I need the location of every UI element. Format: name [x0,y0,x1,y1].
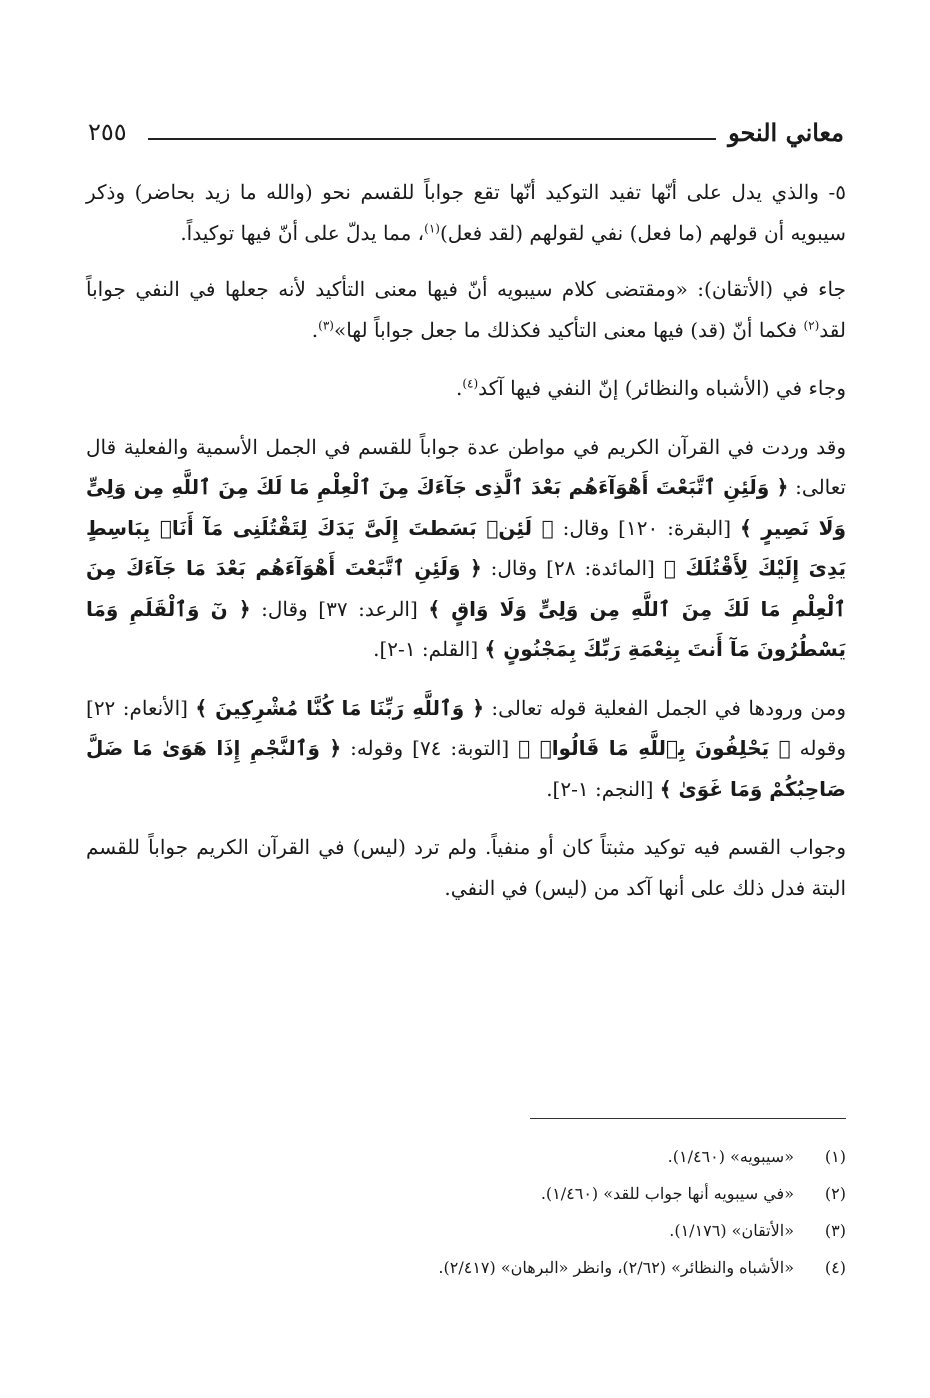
paragraph-text: وقد وردت في القرآن الكريم في مواطن عدة جواباً للقسم في الجمل الأسمية والفعلية قال تعالى: [86,434,846,499]
paragraph-verbal [86,688,846,810]
footnote-text: «في سيبويه أنها جواب للقد» (١/٤٦٠). [540,1184,794,1203]
paragraph-text: وجاء في (الأشباه والنظائر) إنّ النفي فيها آكد [478,376,846,400]
page-number: ٢٥٥ [88,118,127,146]
footnote-ref: (٢) [803,317,820,332]
paragraph-text: ، مما يدلّ على أنّ فيها توكيداً. [180,220,425,245]
paragraph-2 [86,269,846,350]
verse-reference: [النجم: ١-٢]. [546,776,660,801]
paragraph-closing: وجواب القسم فيه توكيد مثبتاً كان أو منفياً. ولم ترد (ليس) في القرآن الكريم جواباً للقسم البتة فدل ذلك على أنها آكد من (ليس) في النفي. [86,835,846,900]
footnote-number: (٢) [824,1184,846,1203]
paragraph-1 [86,172,846,253]
quran-verse: ﴿ وَلَئِنِ ٱتَّبَعْتَ أَهْوَآءَهُم بَعْدَ مَا جَآءَكَ مِنَ ٱلْعِلْمِ مَا لَكَ مِنَ ٱللَّهِ مِن وَلِىٍّ وَلَا وَاقٍ ﴾ [86,556,846,621]
footnote-ref: (١) [424,220,440,235]
paragraph-text: . [311,317,319,342]
footnote-number: (١) [824,1147,846,1166]
quran-verse: ﴿ لَئِنۢ بَسَطتَ إِلَىَّ يَدَكَ لِتَقْتُلَنِى مَآ أَنَا۠ بِبَاسِطٍ يَدِىَ إِلَيْكَ لِأَقْتُلَكَ ﴾ [86,515,847,580]
quran-verse: ﴿ وَلَئِنِ ٱتَّبَعْتَ أَهْوَآءَهُم بَعْدَ ٱلَّذِى جَآءَكَ مِنَ ٱلْعِلْمِ مَا لَكَ مِنَ ٱللَّهِ مِن وَلِىٍّ وَلَا نَصِيرٍ ﴾ [86,475,846,540]
paragraph-text: ومن ورودها في الجمل الفعلية قوله تعالى: [483,695,846,720]
footnote-ref: (٣) [318,317,334,332]
footnote-item [86,1212,846,1249]
page-body [86,172,846,926]
running-title: معاني النحو [728,118,844,147]
footnote-item [86,1138,846,1175]
verse-reference: [الرعد: ٣٧] وقال: [250,596,429,621]
paragraph-text: . [455,376,463,400]
header-rule [148,138,716,140]
footnote-ref: (٤) [462,376,479,391]
paragraph-verses [86,427,846,670]
footnote-item [86,1175,846,1212]
footnote-text: «الأتقان» (١/١٧٦). [669,1221,794,1240]
verse-reference: [القلم: ١-٢]. [373,637,485,661]
page-header [88,118,844,158]
quran-verse: ﴿ وَٱللَّهِ رَبِّنَا مَا كُنَّا مُشْرِكِينَ ﴾ [195,695,484,720]
verse-reference: [التوبة: ٧٤] وقوله: [341,736,519,760]
paragraph-text: فكما أنّ (قد) فيها معنى التأكيد فكذلك ما جعل جواباً لها» [333,317,804,342]
verse-reference: [الأنعام: ٢٢] وقوله [86,695,846,760]
quran-verse: ﴿ نٓ وَٱلْقَلَمِ وَمَا يَسْطُرُونَ مَآ أَنتَ بِنِعْمَةِ رَبِّكَ بِمَجْنُونٍ ﴾ [86,596,846,661]
quran-verse: ﴿ يَحْلِفُونَ بِٱللَّهِ مَا قَالُوا۟ ﴾ [518,736,791,760]
footnote-text: «الأشباه والنظائر» (٢/٦٢)، وانظر «البرهان» (٢/٤١٧). [438,1258,794,1277]
footnote-number: (٣) [824,1221,846,1240]
quran-verse: ﴿ وَٱلنَّجْمِ إِذَا هَوَىٰ مَا ضَلَّ صَاحِبُكُمْ وَمَا غَوَىٰ ﴾ [86,736,846,801]
verse-reference: [المائدة: ٢٨] وقال: [481,556,664,580]
footnote-text: «سيبويه» (١/٤٦٠). [667,1147,794,1166]
verse-reference: [البقرة: ١٢٠] وقال: [553,515,740,540]
footnotes [86,1138,846,1286]
paragraph-text: ٥- والذي يدل على أنّها تفيد التوكيد أنّها تقع جواباً للقسم نحو (والله ما زيد بحاضر) وذكر سيبويه أن قولهم (ما فعل) نفي لقولهم (لقد فعل) [86,180,846,245]
footnote-item [86,1249,846,1286]
footnote-separator [530,1118,846,1119]
paragraph-3 [86,368,846,409]
footnote-number: (٤) [824,1258,846,1277]
paragraph-text: جاء في (الأتقان): «ومقتضى كلام سيبويه أنّ فيها معنى التأكيد لأنه جعلها في النفي جواباً لقد [86,277,846,342]
